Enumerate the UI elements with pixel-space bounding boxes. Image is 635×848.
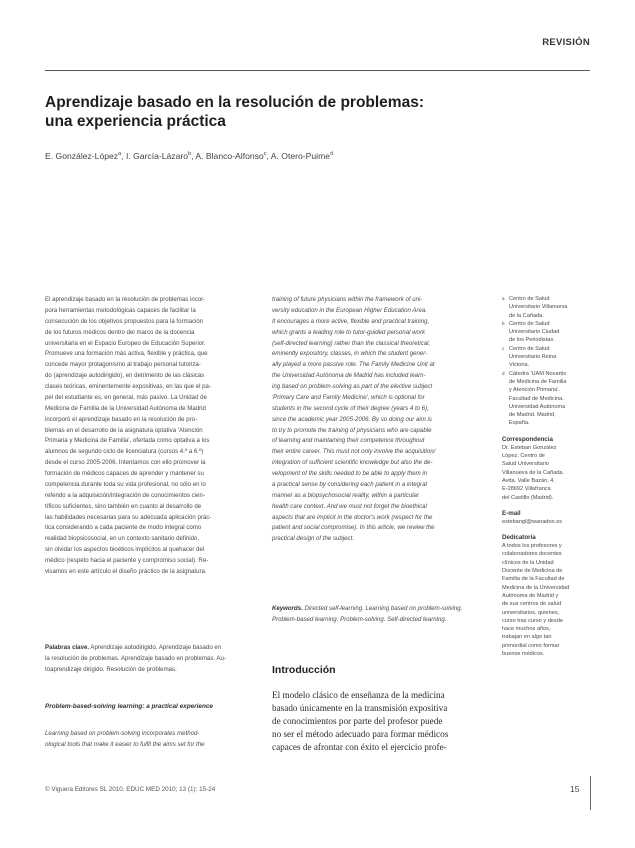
affiliation-mark: d xyxy=(502,370,505,376)
abstract-line: las habilidades necesarias para su adecuada aplicación prác- xyxy=(45,513,212,521)
abstract-line: aspects that are implicit in the doctor's work (respect for the xyxy=(272,513,433,521)
abstract-line: realidad biopsicosocial, en un contexto sanitario definido, xyxy=(45,535,200,543)
abstract-line: Learning based on problem-solving incorporates method- xyxy=(45,730,200,737)
address-line: Salud Universitario xyxy=(502,461,549,468)
introduccion-body xyxy=(272,689,490,754)
abstract-line: eminently expository, classes, in which the student gener- xyxy=(272,350,428,358)
dedication-line: de sus centros de salud xyxy=(502,601,562,608)
affiliation-item xyxy=(502,295,602,320)
footer-citation: © Viguera Editores SL 2010. EDUC MED 2010; 13 (1): 15-24 xyxy=(45,786,216,793)
body-line: de conocimientos por parte del profesor puede xyxy=(272,715,443,726)
affiliation-mark: c xyxy=(502,345,505,351)
title-english: Problem-based-solving learning: a practical experience xyxy=(45,703,213,710)
affiliation-line: Facultad de Medicina. xyxy=(509,395,564,402)
abstract-line: do (aprendizaje autodirigido), en detrimento de las clásicas xyxy=(45,372,205,380)
abstract-line: sin olvidar los aspectos bioéticos implícitos al quehacer del xyxy=(45,546,205,554)
address-line: del Castillo (Madrid). xyxy=(502,494,554,501)
address-line: López. Centro de xyxy=(502,453,545,460)
abstract-line: desde el curso 2005-2006. Intentamos con ello promover la xyxy=(45,459,206,467)
title-line: Aprendizaje basado en la resolución de problemas: xyxy=(45,94,424,111)
dedication-line: A todos los profesores y xyxy=(502,543,562,550)
affiliation-line: Victoria. xyxy=(509,362,530,369)
abstract-es xyxy=(45,295,260,578)
address-line: Villanueva de la Cañada. xyxy=(502,469,565,476)
abstract-line: médico (respeto hacia el paciente y compromiso social). Re- xyxy=(45,557,209,564)
abstract-line: which grants a leading role to tutor-guided personal work xyxy=(272,328,425,336)
abstract-line: (self-directed learning) rather than the classical theoretical, xyxy=(272,339,431,347)
keywords-es xyxy=(45,643,260,676)
abstract-line: of learning and maintaining their competence throughout xyxy=(272,437,425,445)
body-line: no ser el método adecuado para formar médicos xyxy=(272,728,449,739)
affiliation-line: de los Periodistas. xyxy=(509,337,555,344)
dedication-line: Medicina de la Universidad xyxy=(502,584,570,591)
affiliation-line: de la Cañada. xyxy=(509,312,544,319)
abstract-line: universitaria en el Espacio Europeo de Educación Superior. xyxy=(45,339,206,347)
dedicatoria-text xyxy=(502,542,602,658)
affiliation-item xyxy=(502,320,602,345)
abstract-line: training of future physicians within the framework of uni- xyxy=(272,296,423,303)
abstract-line: patient and social compromise). In this article, we review the xyxy=(272,524,435,532)
dedication-line: Docente de Medicina de xyxy=(502,568,563,575)
abstract-line: consecución de los objetivos propuestos para la formación xyxy=(45,317,204,325)
abstract-line: ally played a more passive role. The Family Medicine Unit at xyxy=(272,361,435,369)
abstract-line: Promueve una formación más activa, flexible y práctica, que xyxy=(45,350,208,358)
abstract-line: tíficos suficientes, sino también en cuanto al desarrollo de xyxy=(45,502,202,510)
author-mark: a xyxy=(118,151,122,158)
email-heading: E-mail xyxy=(502,509,521,517)
section-label: REVISIÓN xyxy=(542,37,590,48)
section-heading-introduccion: Introducción xyxy=(272,664,336,676)
dedication-line: buenos médicos. xyxy=(502,650,545,657)
correspondencia-address xyxy=(502,444,602,502)
affiliation-line: Universidad Autónoma xyxy=(509,403,566,410)
author-name: I. García-Lázaro xyxy=(125,151,189,161)
dedication-line: Familia de la Facultad de xyxy=(502,576,565,583)
affiliation-list xyxy=(502,295,602,428)
affiliation-line: y Atención Primaria'. xyxy=(509,387,560,394)
affiliation-line: Cátedra 'UAM Novartis xyxy=(509,370,567,377)
abstract-line: incorporó el aprendizaje basado en la resolución de pro- xyxy=(45,415,198,423)
affiliation-mark: a xyxy=(502,296,505,301)
abstract-line: students in the second cycle of their degree (years 4 to 6), xyxy=(272,404,429,412)
dedication-line: trabajan en algo tan xyxy=(502,634,552,641)
keywords-text: Directed self-learning. Learning based on problem-solving. xyxy=(304,605,463,612)
affiliation-line: Centro de Salud xyxy=(509,345,550,352)
author-mark: c xyxy=(263,151,267,158)
abstract-line: El aprendizaje basado en la resolución de problemas incor- xyxy=(45,296,206,303)
abstract-line: tica considerando a cada paciente de modo integral como xyxy=(45,524,202,532)
correspondencia-heading: Correspondencia xyxy=(502,435,553,443)
body-line: El modelo clásico de enseñanza de la medicina xyxy=(272,690,445,700)
author-list: E. González-López$^a$, I. García-Lázaro$^b$, A. Blanco-Alfonso$^c$, A. Otero-Puime$^d$ xyxy=(45,151,334,161)
affiliation-line: de Medicina de Familia xyxy=(509,378,567,385)
affiliation-mark: b xyxy=(502,320,505,326)
abstract-line: the Universidad Autónoma de Madrid has included learn- xyxy=(272,372,426,380)
author-name: A. Blanco-Alfonso xyxy=(195,151,264,161)
abstract-line: formación de médicos capaces de aprender y mantener su xyxy=(45,470,204,477)
affiliation-item xyxy=(502,345,602,370)
author-name: A. Otero-Puime xyxy=(270,151,331,161)
affiliation-line: Universitario Reina xyxy=(509,354,557,361)
abstract-en-part1 xyxy=(45,729,260,751)
affiliation-item xyxy=(502,370,602,428)
abstract-line: velopment of the skills needed to be able to apply them in xyxy=(272,470,428,477)
article-title xyxy=(45,93,495,131)
abstract-line: referido a la adquisición/integración de conocimientos cien- xyxy=(45,491,205,499)
abstract-en-part2 xyxy=(272,295,487,545)
abstract-line: 'Primary Care and Family Medicine', which is optional for xyxy=(272,393,425,401)
author-name: E. González-López xyxy=(45,151,119,161)
affiliation-line: España. xyxy=(509,420,530,427)
dedication-line: hace muchos años, xyxy=(502,626,551,633)
abstract-line: It encourages a more active, flexible and practical training, xyxy=(272,317,430,325)
keywords-text: toaprendizaje dirigido. Resolución de problemas. xyxy=(45,665,177,673)
abstract-line: pora herramientas metodológicas capaces de facilitar la xyxy=(45,306,196,314)
body-line: basado únicamente en la transmisión expositiva xyxy=(272,702,448,713)
address-line: E-28692 Villafranca xyxy=(502,486,551,493)
body-line: capaces de afrontar con éxito el ejercicio profe- xyxy=(272,741,447,752)
keywords-text: Aprendizaje autodirigido. Aprendizaje basado en xyxy=(90,644,222,651)
abstract-line: pel del estudiante es, en general, más pasivo. La Unidad de xyxy=(45,393,207,401)
keywords-label: Keywords. xyxy=(272,605,303,612)
author-mark: d xyxy=(330,151,334,158)
abstract-line: concede mayor protagonismo al trabajo personal tutoriza- xyxy=(45,361,201,369)
abstract-line: alumnos de segundo ciclo de licenciatura (cursos 4.º a 6.º) xyxy=(45,448,204,456)
dedication-line: primordial como formar xyxy=(502,642,560,649)
abstract-line: Primaria y Medicina de Familia', ofertada como optativa a los xyxy=(45,437,210,445)
dedication-line: colaboradores docentes xyxy=(502,551,562,558)
address-line: Avda. Valle Bazán, 4. xyxy=(502,477,555,484)
author-mark: b xyxy=(188,151,192,158)
keywords-text: la resolución de problemas. Aprendizaje basado en problemas. Au- xyxy=(45,654,226,662)
header-rule xyxy=(45,70,590,71)
abstract-line: integration of sufficient scientific knowledge but also the de- xyxy=(272,459,433,467)
abstract-line: to try to promote the training of physicians who are capable xyxy=(272,426,432,434)
abstract-line: ological tools that make it easier to fulfil the aims set for the xyxy=(45,740,205,748)
title-line: una experiencia práctica xyxy=(45,113,226,130)
abstract-line: competencia durante toda su vida profesional, no sólo en lo xyxy=(45,480,206,488)
dedication-line: Autónoma de Madrid y xyxy=(502,592,559,599)
abstract-line: de los futuros médicos dentro del marco de la docencia xyxy=(45,328,195,336)
dedication-line: curso tras curso y desde xyxy=(502,617,563,624)
affiliation-line: Universitario Villanueva xyxy=(509,304,568,311)
abstract-line: a practical sense by considering each patient in a integral xyxy=(272,480,427,488)
affiliation-line: Universitario Ciudad xyxy=(509,329,560,336)
dedication-line: clínicos de la Unidad xyxy=(502,559,554,566)
abstract-line: versity education in the European Higher Education Area. xyxy=(272,306,427,314)
keywords-en xyxy=(272,604,487,626)
abstract-line: clases teóricas, eminentemente expositivas, en las que el pa- xyxy=(45,383,211,390)
page-number-rule xyxy=(590,776,591,810)
abstract-line: manner as a biopsychosocial reality, within a particular xyxy=(272,491,419,499)
abstract-line: since the academic year 2005-2006. By so doing our aim is xyxy=(272,415,432,423)
abstract-line: health care context. And we must not forget the bioethical xyxy=(272,502,427,510)
affiliation-line: Centro de Salud xyxy=(509,296,550,302)
page-number: 15 xyxy=(570,784,580,794)
keywords-text: Problem-based learning. Problem-solving. Self-directed learning. xyxy=(272,615,447,623)
dedicatoria-heading: Dedicatoria xyxy=(502,534,536,542)
email-address[interactable]: estebangl@wanadoo.es xyxy=(502,518,563,525)
affiliation-line: de Madrid. Madrid, xyxy=(509,412,556,419)
abstract-line: ing based on problem-solving as part of the elective subject xyxy=(272,383,433,390)
abstract-line: blemas en el desarrollo de la asignatura optativa 'Atención xyxy=(45,426,203,434)
abstract-line: Medicina de Familia de la Universidad Autónoma de Madrid xyxy=(45,404,206,412)
address-line: Dr. Esteban González xyxy=(502,444,557,451)
abstract-line: visamos en este artículo el diseño práctico de la asignatura. xyxy=(45,567,207,575)
dedication-line: universitarios, quienes, xyxy=(502,609,560,616)
abstract-line: their entire career. This must not only involve the acquisition/ xyxy=(272,448,436,456)
abstract-line: practical design of the subject. xyxy=(272,535,354,543)
affiliation-line: Centro de Salud xyxy=(509,320,550,327)
sidebar-notes xyxy=(502,295,602,658)
keywords-label: Palabras clave. xyxy=(45,644,90,651)
